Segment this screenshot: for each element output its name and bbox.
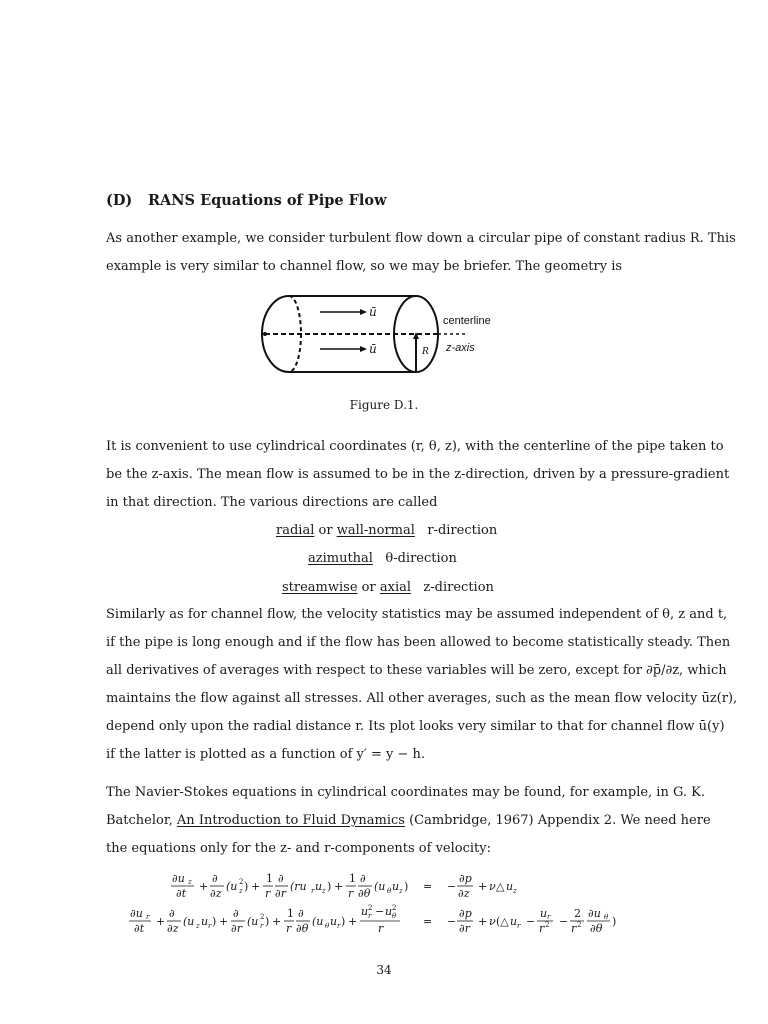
svg-text:∂r: ∂r [231, 922, 242, 934]
svg-text:−: − [447, 880, 457, 893]
svg-text:): ) [265, 915, 270, 928]
svg-text:∂r: ∂r [275, 887, 286, 900]
svg-text:r: r [286, 922, 292, 934]
svg-text:∂: ∂ [278, 872, 284, 885]
svg-text:(u: (u [374, 880, 386, 893]
svg-text:z: z [513, 887, 517, 895]
intro-line-1: As another example, we consider turbulent flow down a circular pipe of constant radius R. This [106, 231, 736, 246]
svg-text:∂z: ∂z [167, 922, 179, 934]
svg-text:(ru: (ru [290, 880, 307, 893]
svg-text:∂t: ∂t [134, 922, 145, 934]
svg-text:+: + [478, 880, 488, 893]
svg-text:∂t: ∂t [176, 887, 187, 900]
svg-text:∂z: ∂z [458, 887, 470, 900]
velocity-label-bottom: ū [369, 342, 377, 356]
svg-text:2: 2 [545, 921, 550, 929]
svg-text:∂u: ∂u [172, 872, 185, 885]
svg-text:+: + [348, 915, 358, 928]
svg-text:u: u [506, 880, 514, 893]
equations-block [128, 870, 648, 934]
svg-text:∂: ∂ [298, 907, 304, 920]
svg-text:∂p: ∂p [459, 907, 472, 920]
svg-text:ν: ν [489, 915, 496, 928]
svg-text:(u: (u [183, 915, 195, 928]
svg-text:θ: θ [325, 922, 330, 930]
stats-line-1: Similarly as for channel flow, the velocity statistics may be assumed independent of θ, z and t, [106, 607, 728, 622]
svg-text:u: u [361, 905, 369, 918]
svg-text:u: u [385, 905, 393, 918]
svg-text:+: + [219, 915, 229, 928]
svg-text:2: 2 [239, 878, 244, 886]
wall-normal-term: wall-normal [336, 523, 415, 538]
svg-text:+: + [199, 880, 209, 893]
section-label: (D) [106, 192, 133, 209]
svg-text:u: u [540, 907, 548, 920]
svg-text:r: r [547, 913, 551, 921]
equation-r [129, 904, 616, 934]
svg-text:r: r [265, 887, 271, 900]
svg-text:u: u [315, 880, 323, 893]
svg-text:r: r [146, 913, 150, 921]
direction-azimuthal-row [308, 551, 457, 567]
svg-text:+: + [334, 880, 344, 893]
svg-text:∂θ: ∂θ [296, 922, 309, 934]
stats-line-5: depend only upon the radial distance r. Its plot looks very similar to that for channel flow ū(y) [106, 719, 725, 734]
coords-line-3: in that direction. The various directions are called [106, 495, 438, 510]
radial-term: radial [276, 523, 315, 538]
svg-text:∂: ∂ [212, 872, 218, 885]
ns-line-3: the equations only for the z- and r-components of velocity: [106, 841, 491, 856]
figure-caption: Figure D.1. [349, 398, 419, 412]
svg-text:u: u [392, 880, 400, 893]
svg-text:): ) [212, 915, 217, 928]
z-direction: z-direction [423, 580, 494, 595]
svg-text:z: z [399, 887, 403, 895]
svg-text:∂: ∂ [360, 872, 366, 885]
svg-text:θ: θ [604, 913, 609, 921]
svg-text:2: 2 [260, 913, 265, 921]
svg-text:(u: (u [312, 915, 324, 928]
svg-text:+: + [156, 915, 166, 928]
svg-text:∂θ: ∂θ [590, 922, 603, 934]
svg-text:θ: θ [387, 887, 392, 895]
svg-text:): ) [244, 880, 249, 893]
equation-z [171, 872, 517, 900]
svg-text:(△: (△ [496, 915, 509, 928]
svg-text:r: r [571, 922, 577, 934]
svg-text:−: − [526, 915, 536, 928]
book-title: An Introduction to Fluid Dynamics [176, 813, 405, 828]
r-direction: r-direction [427, 523, 498, 538]
intro-line-2: example is very similar to channel flow, so we may be briefer. The geometry is [106, 259, 623, 274]
svg-text:=: = [423, 915, 433, 928]
ns-line-2: Batchelor, An Introduction to Fluid Dynamics (Cambridge, 1967) Appendix 2. We need here [106, 813, 711, 828]
svg-text:): ) [341, 915, 346, 928]
radius-label: R [422, 347, 429, 357]
svg-text:∂p: ∂p [459, 872, 472, 885]
svg-text:r: r [208, 922, 212, 930]
svg-text:r: r [337, 922, 341, 930]
svg-text:z: z [196, 922, 200, 930]
svg-text:+: + [272, 915, 282, 928]
svg-text:−: − [375, 905, 385, 918]
velocity-label-top: ū [369, 305, 377, 319]
svg-text:−: − [559, 915, 569, 928]
svg-text:r: r [378, 922, 384, 934]
svg-text:r: r [260, 922, 264, 930]
svg-text:2: 2 [368, 904, 373, 912]
centerline-label: centerline [443, 315, 491, 327]
svg-text:1: 1 [349, 872, 356, 885]
svg-text:∂r: ∂r [459, 922, 470, 934]
svg-text:∂θ: ∂θ [358, 887, 371, 900]
streamwise-term: streamwise [282, 580, 358, 595]
svg-text:+: + [251, 880, 261, 893]
direction-streamwise-row: streamwise or axial z-direction [282, 580, 494, 595]
svg-text:(u: (u [226, 880, 238, 893]
section-heading [106, 192, 387, 209]
svg-text:2: 2 [392, 904, 397, 912]
svg-text:1: 1 [287, 907, 294, 920]
svg-text:r: r [539, 922, 545, 934]
svg-text:): ) [327, 880, 332, 893]
svg-text:2: 2 [577, 921, 582, 929]
section-title: RANS Equations of Pipe Flow [148, 192, 387, 209]
svg-text:2: 2 [574, 907, 581, 920]
svg-text:∂u: ∂u [588, 907, 601, 920]
svg-text:−: − [447, 915, 457, 928]
svg-text:r: r [348, 887, 354, 900]
svg-text:(u: (u [247, 915, 259, 928]
axial-term: axial [379, 580, 412, 595]
svg-text:u: u [510, 915, 518, 928]
theta-direction: θ-direction [385, 551, 457, 566]
svg-text:1: 1 [266, 872, 273, 885]
svg-text:r: r [311, 887, 315, 895]
svg-text:z: z [188, 878, 192, 886]
svg-text:u: u [330, 915, 338, 928]
svg-text:△: △ [496, 880, 505, 893]
page-number: 34 [376, 963, 392, 977]
svg-text:r: r [517, 922, 521, 930]
svg-text:=: = [423, 880, 433, 893]
svg-text:): ) [612, 915, 617, 928]
svg-text:u: u [201, 915, 209, 928]
svg-text:r: r [368, 912, 372, 920]
svg-text:∂z: ∂z [210, 887, 222, 900]
stats-line-2: if the pipe is long enough and if the flow has been allowed to become statistically steady. Then [106, 635, 731, 650]
stats-line-6: if the latter is plotted as a function of y′ = y − h. [106, 747, 426, 762]
svg-text:ν: ν [489, 880, 496, 893]
svg-text:∂: ∂ [233, 907, 239, 920]
svg-text:∂: ∂ [169, 907, 175, 920]
axis-label: z-axis [446, 342, 475, 354]
svg-text:z: z [322, 887, 326, 895]
pipe-figure [255, 292, 500, 378]
svg-text:+: + [478, 915, 488, 928]
svg-text:z: z [239, 887, 243, 895]
stats-line-4: maintains the flow against all stresses. All other averages, such as the mean flow velocity ūz(r), [106, 691, 738, 706]
svg-text:θ: θ [392, 912, 397, 920]
ns-line-1: The Navier-Stokes equations in cylindrical coordinates may be found, for example, in G. K. [106, 785, 706, 800]
azimuthal-term: azimuthal [308, 551, 373, 566]
coords-line-1: It is convenient to use cylindrical coordinates (r, θ, z), with the centerline of the pipe taken to [106, 439, 724, 454]
coords-line-2: be the z-axis. The mean flow is assumed to be in the z-direction, driven by a pressure-gradient [106, 467, 730, 482]
centerline-start-dot [263, 332, 267, 336]
stats-line-3: all derivatives of averages with respect to these variables will be zero, except for ∂p̄/∂z, which [106, 663, 727, 678]
svg-text:): ) [404, 880, 409, 893]
svg-text:∂u: ∂u [130, 907, 143, 920]
direction-radial-row: radial or wall-normal r-direction [276, 523, 498, 538]
